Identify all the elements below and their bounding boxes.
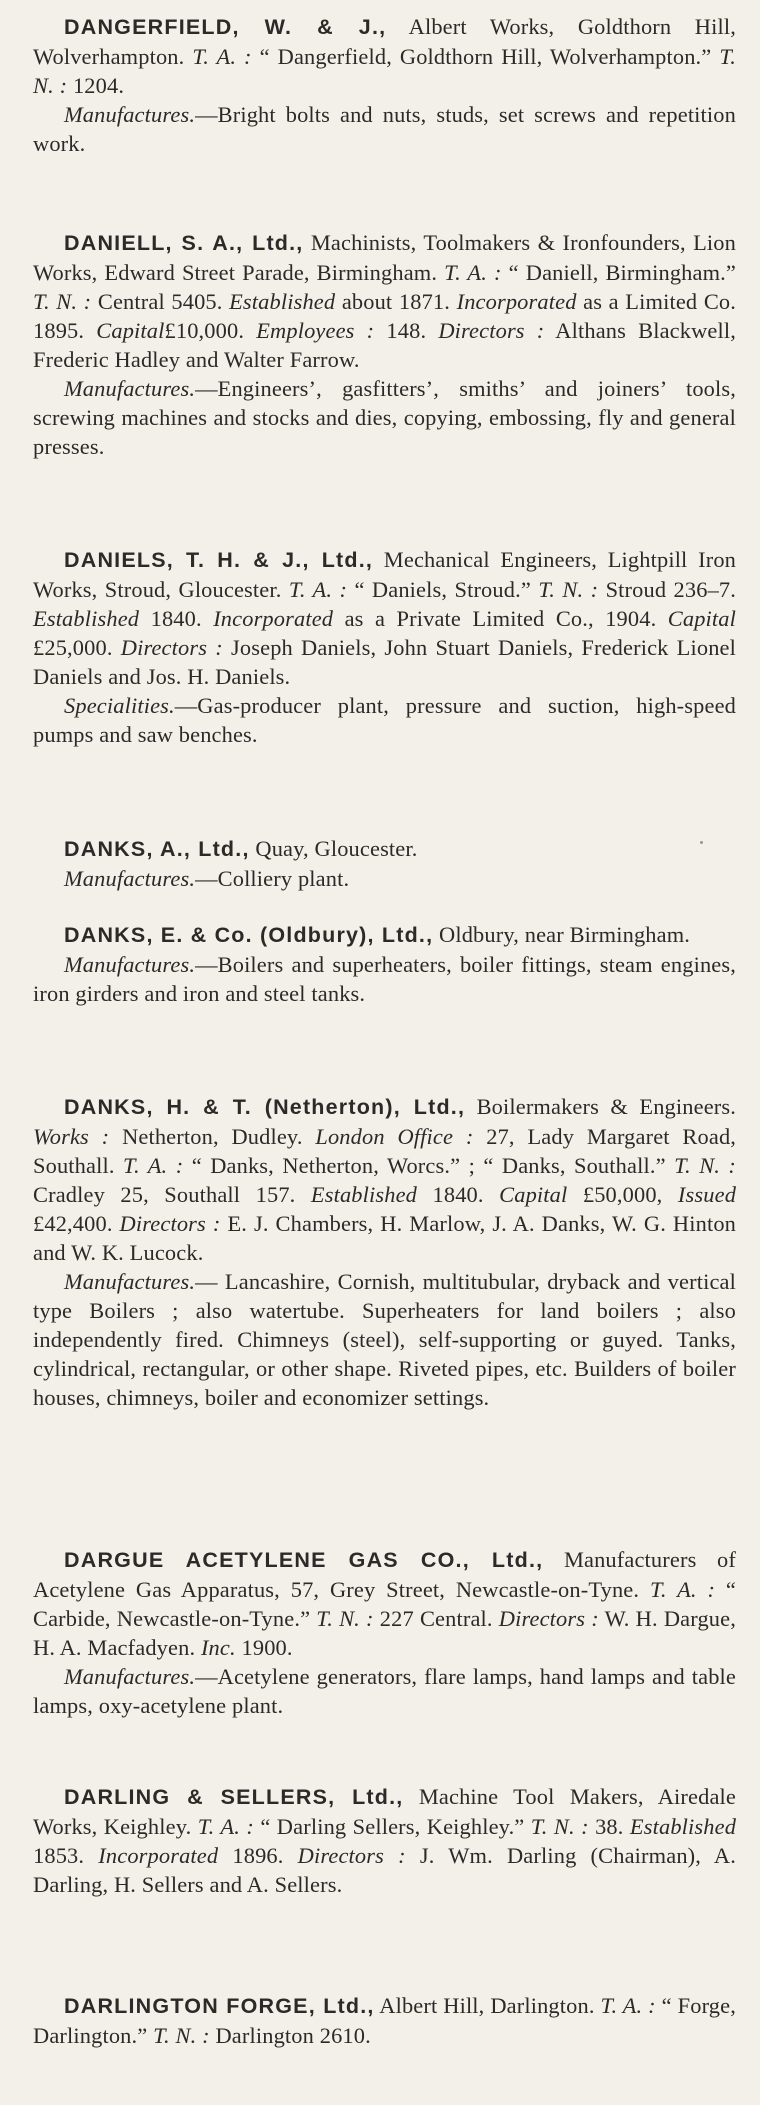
directors-list: J. Wm. Darling (Chairman), A. Darling, H. Sellers and A. Sellers. [33,1843,736,1897]
telephone-number: 1204. [72,73,125,98]
london-office-address: 27, Lady Margaret Road, Southall. [33,1124,737,1178]
entry-body [33,1991,736,2050]
incorporated-label: Inc. [200,1635,236,1660]
company-name: DANKS, H. & T. (Netherton), Ltd., [64,1095,466,1119]
manufactures-label: Manufactures. [64,952,196,977]
manufactures-text: —Boilers and superheaters, boiler fittings, steam engines, iron girders and iron and steel tanks. [33,952,736,1006]
telegraphic-address: “ Danks, Netherton, Worcs.” ; “ Danks, Southall.” [191,1153,666,1178]
tn-label: T. N. : [674,1153,737,1178]
capital-value: £25,000. [33,635,113,660]
ta-label: T. A. : [123,1153,184,1178]
telephone-number: Central 5405. [97,289,223,314]
tn-label: T. N. : [316,1606,374,1631]
specialities-label: Specialities. [64,693,175,718]
telephone-number: Cradley 25, Southall 157. [33,1182,296,1207]
entry-body [33,1545,736,1662]
company-name: DANGERFIELD, W. & J., [64,15,387,39]
company-address: Mechanical Engineers, Lightpill Iron Works, Stroud, Gloucester. [33,547,737,602]
capital-value: £50,000, [582,1182,663,1207]
company-address: Machinists, Toolmakers & Ironfounders, Lion Works, Edward Street Parade, Birmingham. [33,230,736,285]
telephone-number: Darlington 2610. [215,2023,371,2048]
tn-label: T. N. : [33,44,737,98]
company-address: Quay, Gloucester. [255,836,418,861]
telegraphic-address: “ Darling Sellers, Keighley.” [260,1814,525,1839]
company-name: DANKS, A., Ltd., [64,837,250,861]
incorporated-text: as a Limited Co. 1895. [33,289,737,343]
tn-label: T. N. : [530,1814,589,1839]
manufactures-text: —Bright bolts and nuts, studs, set screws and repetition work. [33,102,736,156]
incorporated-label: Incorporated [213,606,334,631]
telegraphic-address: “ Dangerfield, Goldthorn Hill, Wolverhampton.” [259,44,712,69]
capital-label: Capital [499,1182,568,1207]
directors-list: Joseph Daniels, John Stuart Daniels, Frederick Lionel Daniels and Jos. H. Daniels. [33,635,737,689]
manufactures-paragraph [33,950,736,1008]
ta-label: T. A. : [600,1993,656,2018]
telegraphic-address: “ Forge, Darlington.” [33,1993,736,2048]
entry-daniels [33,545,736,749]
london-office-label: London Office : [315,1124,474,1149]
specialities-paragraph [33,691,736,749]
employees-value: 148. [386,318,427,343]
entry-danks-h-t [33,1092,736,1412]
entry-body [33,228,736,374]
directors-list: E. J. Chambers, H. Marlow, J. A. Danks, W. G. Hinton and W. K. Lucock. [33,1211,737,1265]
company-name: DARGUE ACETYLENE GAS CO., Ltd., [64,1548,544,1572]
ta-label: T. A. : [649,1577,716,1602]
company-address: Albert Hill, Darlington. [379,1993,595,2018]
manufactures-text: —Colliery plant. [195,866,350,891]
capital-label: Capital [96,318,165,343]
capital-value: £10,000. [164,318,245,343]
ta-label: T. A. : [197,1814,254,1839]
incorporated-label: Incorporated [98,1843,219,1868]
established-year: 1840. [432,1182,484,1207]
manufactures-label: Manufactures. [64,376,196,401]
ta-label: T. A. : [444,260,502,285]
works-label: Works : [33,1124,110,1149]
ta-label: T. A. : [192,44,252,69]
tn-label: T. N. : [153,2023,210,2048]
telephone-number: 38. [595,1814,624,1839]
manufactures-paragraph [33,100,736,158]
established-label: Established [229,289,336,314]
entry-dangerfield [33,12,736,158]
company-address: Boilermakers & Engineers. [476,1094,736,1119]
entry-body [33,1092,736,1267]
manufactures-label: Manufactures. [64,1664,196,1689]
manufactures-paragraph [33,1267,736,1412]
entry-body [33,834,736,864]
directors-label: Directors : [120,635,223,660]
manufactures-paragraph [33,1662,736,1720]
incorporated-text: 1896. [232,1843,284,1868]
paper-speck [700,841,703,844]
company-name: DANKS, E. & Co. (Oldbury), Ltd., [64,923,434,947]
ta-label: T. A. : [288,577,348,602]
telegraphic-address: “ Daniels, Stroud.” [354,577,531,602]
company-name: DANIELL, S. A., Ltd., [64,231,304,255]
incorporated-label: Incorporated [456,289,577,314]
capital-label: Capital [667,606,737,631]
company-address: Oldbury, near Birmingham. [439,922,691,947]
established-year: 1840. [150,606,202,631]
company-name: DANIELS, T. H. & J., Ltd., [64,548,374,572]
incorporated-text: as a Private Limited Co., 1904. [344,606,657,631]
directors-list: W. H. Dargue, H. A. Macfadyen. [33,1606,736,1660]
directors-label: Directors : [297,1843,406,1868]
entry-danks-e [33,920,736,1008]
manufactures-paragraph [33,864,736,893]
works-location: Netherton, Dudley. [122,1124,303,1149]
telegraphic-address: “ Daniell, Birmingham.” [508,260,736,285]
established-year: about 1871. [341,289,451,314]
manufactures-label: Manufactures. [64,102,196,127]
telephone-number: 227 Central. [379,1606,493,1631]
established-year: 1853. [33,1843,85,1868]
telephone-number: Stroud 236–7. [605,577,737,602]
issued-value: £42,400. [33,1211,113,1236]
established-label: Established [310,1182,418,1207]
specialities-text: —Gas-producer plant, pressure and suction, high-speed pumps and saw benches. [33,693,736,747]
entry-darlington-forge [33,1991,736,2050]
tn-label: T. N. : [33,289,92,314]
employees-label: Employees : [256,318,375,343]
entry-body [33,920,736,950]
manufactures-text: — Lancashire, Cornish, multitubular, dryback and vertical type Boilers ; also watertube. Superheaters for land boilers ; also independently fired. Chimneys (steel), self-supporting or guyed. Tanks, cylindrical, rectangular, or other shape. Riveted pipes, etc. Builders of boiler houses, chimneys, boiler and economizer settings. [33,1269,736,1410]
manufactures-text: —Engineers’, gasfitters’, smiths’ and joiners’ tools, screwing machines and stocks and dies, copying, embossing, fly and general presses. [33,376,736,459]
entry-danks-a [33,834,736,893]
directors-label: Directors : [438,318,545,343]
issued-label: Issued [677,1182,737,1207]
entry-daniell [33,228,736,461]
tn-label: T. N. : [538,577,599,602]
established-label: Established [33,606,140,631]
manufactures-text: —Acetylene generators, flare lamps, hand lamps and table lamps, oxy-acetylene plant. [33,1664,736,1718]
incorporated-text: 1900. [241,1635,293,1660]
company-name: DARLINGTON FORGE, Ltd., [64,1994,375,2018]
directors-label: Directors : [119,1211,221,1236]
entry-body [33,545,736,691]
established-label: Established [629,1814,737,1839]
manufactures-paragraph [33,374,736,461]
entry-body [33,12,736,100]
company-address: Albert Works, Goldthorn Hill, Wolverhampton. [33,14,736,69]
telegraphic-address: “ Carbide, Newcastle-on-Tyne.” [33,1577,736,1631]
entry-body [33,1782,736,1899]
company-address: Manufacturers of Acetylene Gas Apparatus, 57, Grey Street, Newcastle-on-Tyne. [33,1547,737,1602]
directors-list: Althans Blackwell, Frederic Hadley and Walter Farrow. [33,318,736,372]
company-address: Machine Tool Makers, Airedale Works, Keighley. [33,1784,737,1839]
company-name: DARLING & SELLERS, Ltd., [64,1785,404,1809]
manufactures-label: Manufactures. [64,866,196,891]
manufactures-label: Manufactures. [64,1269,196,1294]
entry-darling-sellers [33,1782,736,1899]
directors-label: Directors : [498,1606,599,1631]
entry-dargue [33,1545,736,1720]
